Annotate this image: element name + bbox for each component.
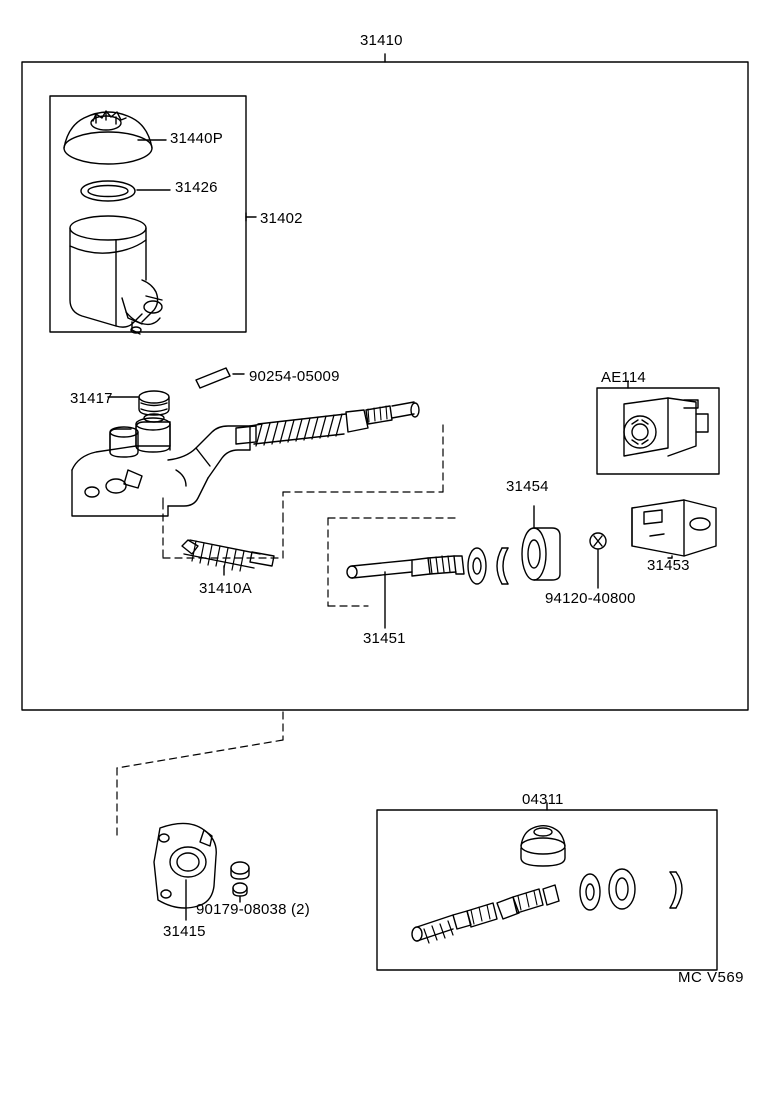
label-inlet-fitting: 31417	[70, 390, 113, 407]
label-piston-cup: 31454	[506, 478, 549, 495]
label-piston-kit: 31451	[363, 630, 406, 647]
repair-kit-box	[377, 810, 717, 970]
label-main-assembly: 31410	[360, 32, 403, 49]
label-reservoir-cap: 31440P	[170, 130, 223, 147]
label-drawing-number: MC V569	[678, 969, 745, 986]
label-repair-kit: 04311	[522, 791, 564, 808]
label-clip: 94120-40800	[545, 590, 636, 607]
label-pin: 90254-05009	[249, 368, 340, 385]
label-switch-group: AE114	[601, 369, 646, 386]
switch-box	[597, 388, 719, 474]
label-push-rod: 31410A	[199, 580, 252, 597]
label-bracket: 31415	[163, 923, 206, 940]
label-reservoir-assembly: 31402	[260, 210, 303, 227]
label-switch: 31453	[647, 557, 690, 574]
label-bolt: 90179-08038 (2)	[196, 901, 310, 918]
label-reservoir-gasket: 31426	[175, 179, 218, 196]
